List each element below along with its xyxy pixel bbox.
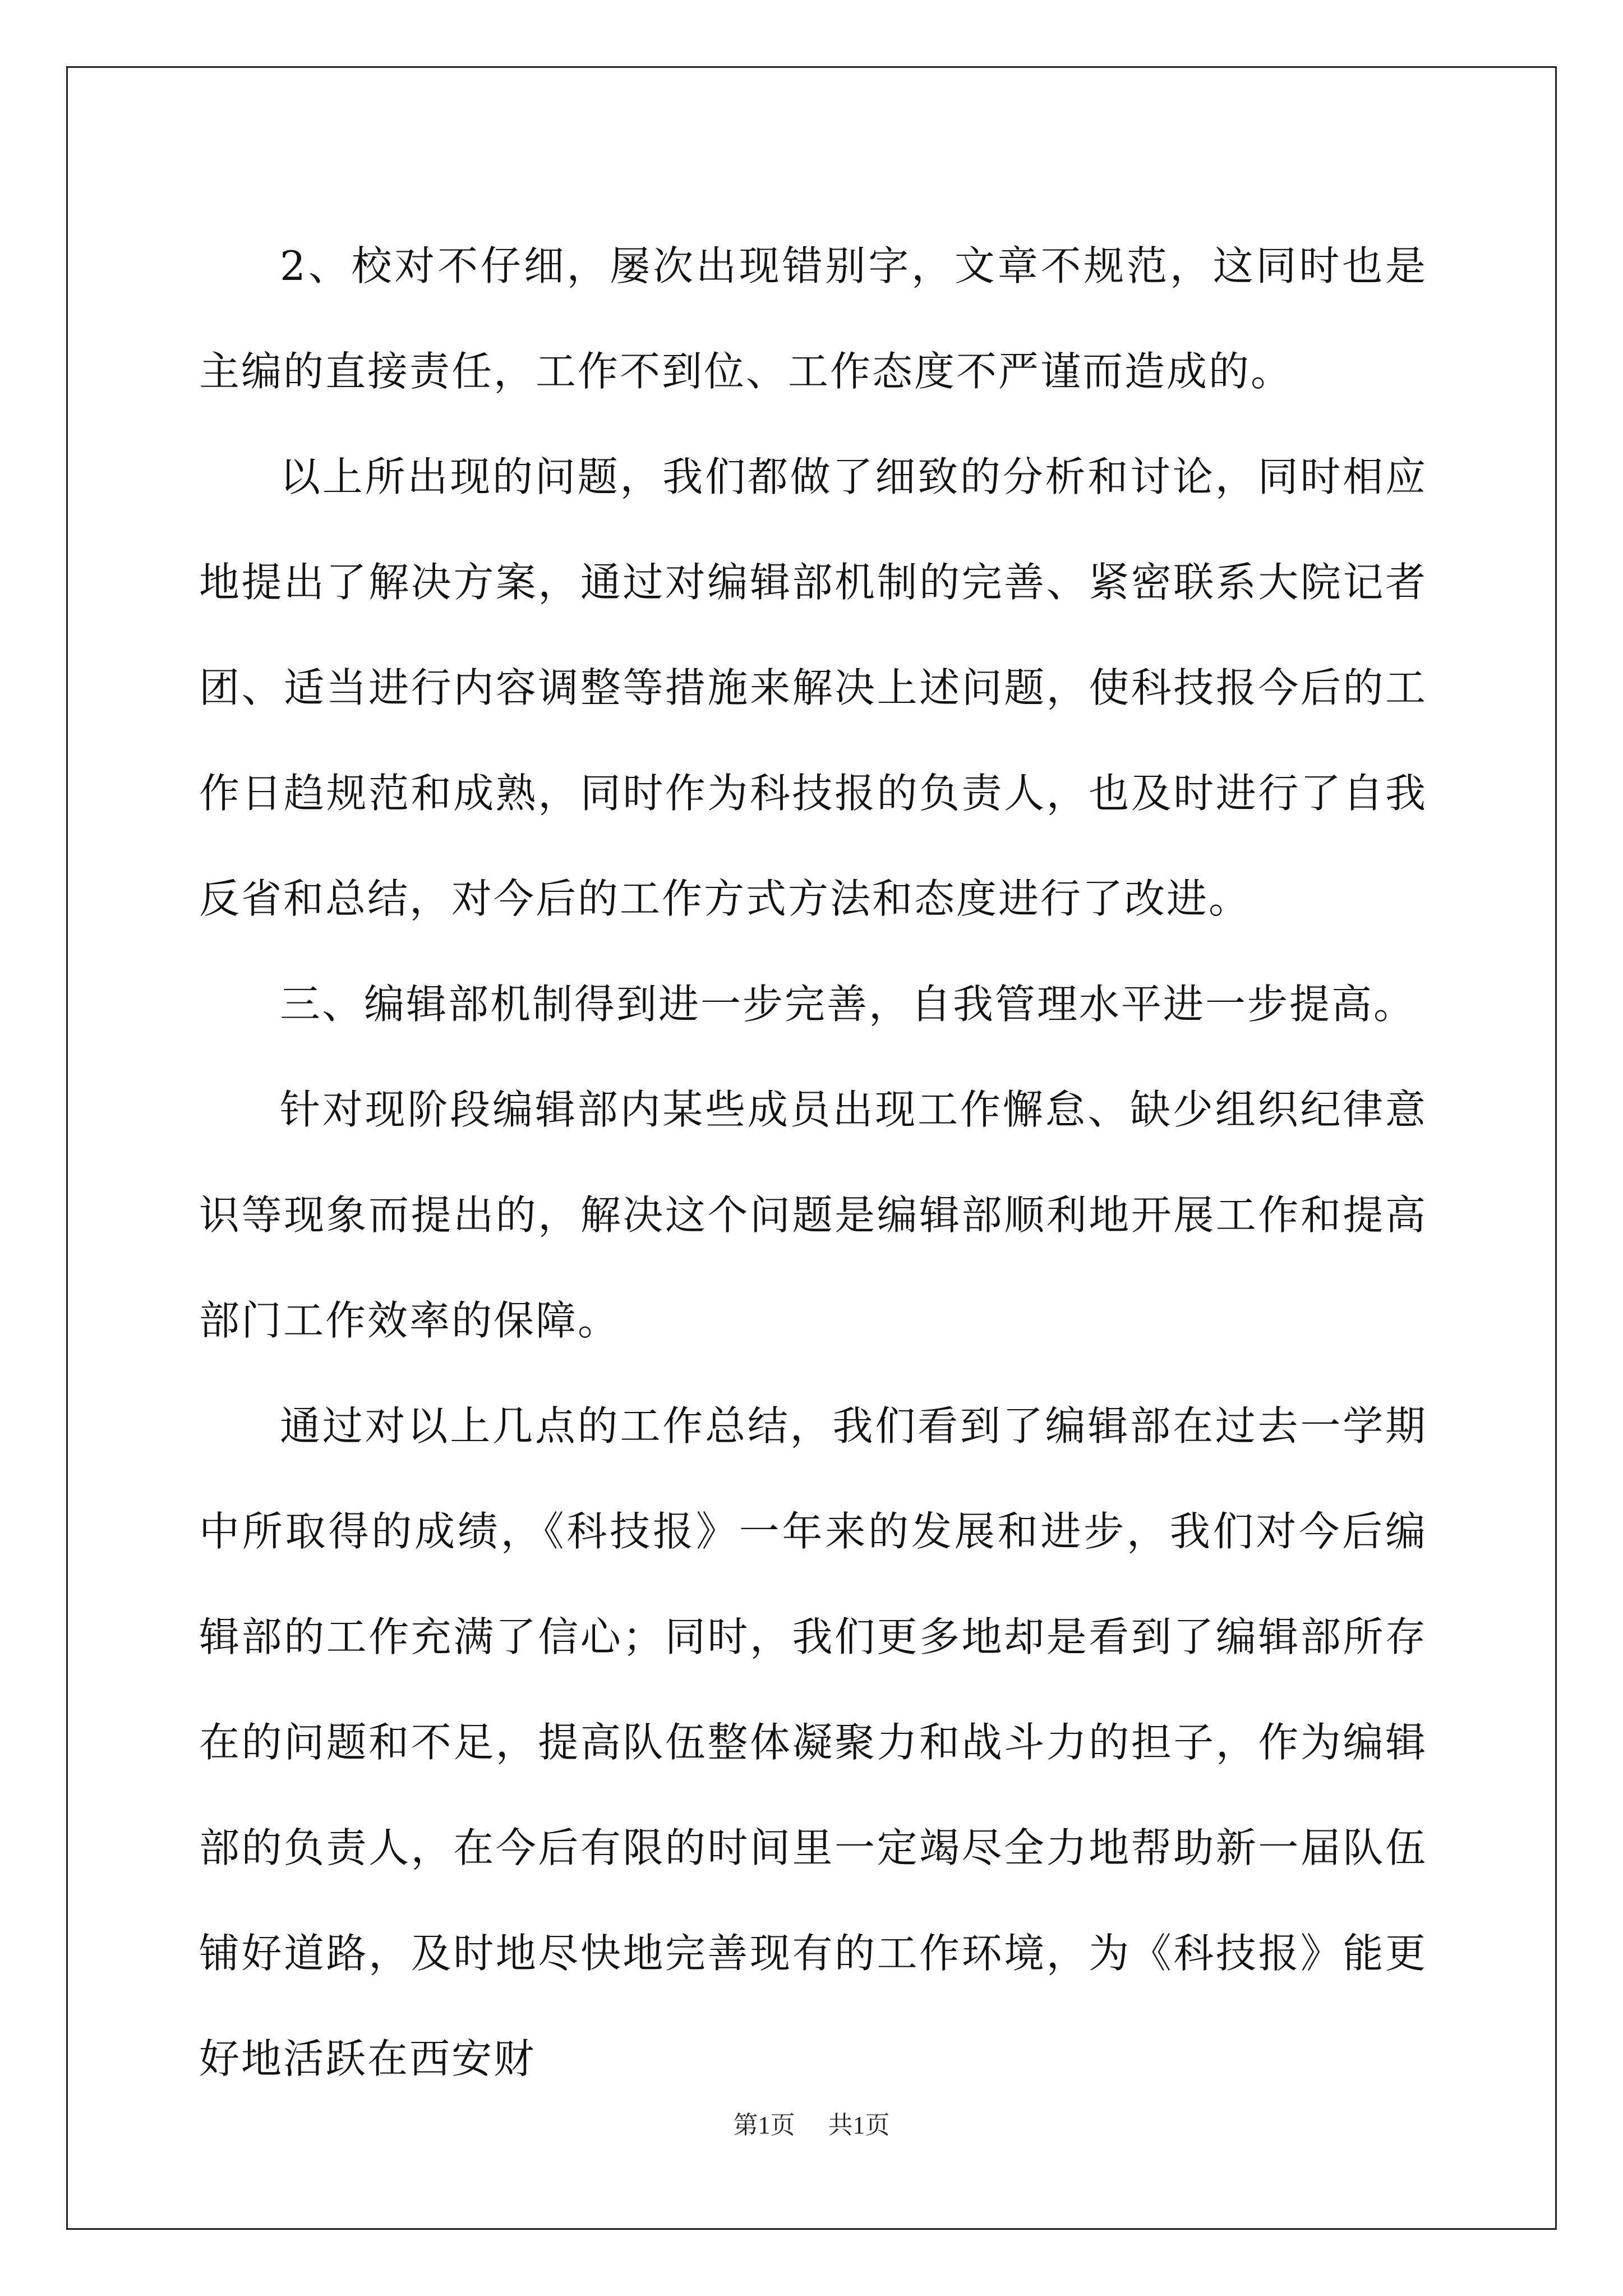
paragraph-1: 2、校对不仔细，屡次出现错别字，文章不规范，这同时也是主编的直接责任，工作不到位、工作态度不严谨而造成的。 — [199, 242, 1427, 395]
paragraph-4: 针对现阶段编辑部内某些成员出现工作懈怠、缺少组织纪律意识等现象而提出的，解决这个问题是编辑部顺利地开展工作和提高部门工作效率的保障。 — [199, 1086, 1427, 1344]
document-body — [199, 213, 1427, 2111]
paragraph-2: 以上所出现的问题，我们都做了细致的分析和讨论，同时相应地提出了解决方案，通过对编辑部机制的完善、紧密联系大院记者团、适当进行内容调整等措施来解决上述问题，使科技报今后的工作日趋规范和成熟，同时作为科技报的负责人，也及时进行了自我反省和总结，对今后的工作方式方法和态度进行了改进。 — [199, 453, 1427, 922]
page-number: 第1页 — [733, 2111, 795, 2139]
page-footer — [0, 2105, 1623, 2141]
paragraph-5: 通过对以上几点的工作总结，我们看到了编辑部在过去一学期中所取得的成绩，《科技报》一年来的发展和进步，我们对今后编辑部的工作充满了信心；同时，我们更多地却是看到了编辑部所存在的问题和不足，提高队伍整体凝聚力和战斗力的担子，作为编辑部的负责人，在今后有限的时间里一定竭尽全力地帮助新一届队伍铺好道路，及时地尽快地完善现有的工作环境，为《科技报》能更好地活跃在西安财 — [199, 1402, 1427, 2082]
paragraph-3: 三、编辑部机制得到进一步完善，自我管理水平进一步提高。 — [280, 981, 1416, 1028]
page-total: 共1页 — [828, 2111, 890, 2139]
